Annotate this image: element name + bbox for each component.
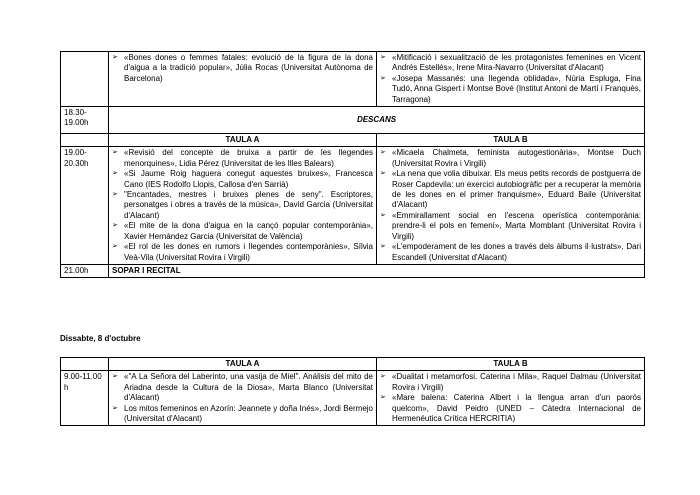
list-item: [112, 221, 373, 242]
list-item: [380, 74, 641, 105]
session-row: [61, 52, 645, 107]
time-cell: 19.00-20.30h: [61, 147, 109, 264]
program-table-friday: [60, 51, 645, 278]
header-row: [61, 358, 645, 371]
time-cell: [61, 358, 109, 371]
time-cell: [61, 52, 109, 107]
talk-entry: «Josepa Massanés: una llegenda oblidada», Núria Espluga, Fina Tudó, Anna Gispert i Montse Bové (Institut Antoni de Martí i Franquès, Tarragona): [392, 73, 641, 104]
arrow-bullet-icon: ➢: [380, 54, 386, 61]
talk-entry: «Mare balena: Caterina Albert i la llengua arran d'un paorós quelcom», David Peidro (UNED – Càtedra Internacional de Hermenéutica Crítica HERCRITIA): [392, 393, 641, 424]
list-item: [380, 242, 641, 263]
list-item: [380, 53, 641, 74]
talk-entry: «El mite de la dona d'aigua en la cançó popular contemporània», Xavier Hernández Garcia (Universitat de València): [124, 221, 373, 241]
talk-entry: «Mitificació i sexualització de les protagonistes femenines en Vicent Andrés Estellés», Irene Mira-Navarro (Universitat d'Alacant): [392, 53, 641, 73]
arrow-bullet-icon: ➢: [112, 170, 118, 178]
list-item: [380, 148, 641, 169]
talk-entry: «Emmirallament social en l'escena operística contemporània: prendre-li el pols en femení», Marta Momblant (Universitat Rovira i Virgili): [392, 210, 641, 241]
taula-a-cell: [109, 52, 377, 107]
talk-entry: «Micaela Chalmeta, feminista autogestionària», Montse Duch (Universitat Rovira i Virgili): [392, 148, 641, 168]
arrow-bullet-icon: ➢: [380, 74, 386, 82]
list-item: [112, 190, 373, 221]
talk-entry: «Dualitat i metamorfosi. Caterina i Mila», Raquel Dalmau (Universitat Rovira i Virgili): [392, 372, 641, 392]
taula-b-header: TAULA B: [377, 134, 645, 147]
dinner-label: SOPAR I RECITAL: [109, 264, 645, 277]
arrow-bullet-icon: ➢: [112, 149, 118, 157]
talk-entry: «"A La Señora del Laberinto, una vasija de Miel". Análisis del mito de Ariadna desde la Cultura de la Diosa», Marta Blanco (Universitat d'Alacant): [124, 372, 373, 403]
time-cell: 21.00h: [61, 264, 109, 277]
arrow-bullet-icon: ➢: [112, 373, 118, 381]
taula-b-header: TAULA B: [377, 358, 645, 371]
session-row: [61, 371, 645, 426]
list-item: [112, 169, 373, 190]
taula-b-cell: [377, 371, 645, 426]
list-item: [112, 372, 373, 403]
talk-entry: «Revisió del concepte de bruixa a partir de les llegendes menorquines», Lidia Pérez (Universitat de les Illes Balears): [124, 148, 373, 168]
taula-a-header: TAULA A: [109, 134, 377, 147]
list-item: [380, 393, 641, 424]
program-table-saturday: [60, 357, 645, 426]
taula-b-cell: [377, 147, 645, 264]
talk-entry: «La nena que volia dibuixar. Els meus petits records de postguerra de Roser Capdevila: un exercici autobiogràfic per a recuperar la memòria de les dones en el primer franquisme», Eduard Baile (Universitat d'Alacant): [392, 169, 641, 210]
list-item: [380, 169, 641, 211]
date-heading: Dissabte, 8 d'octubre: [60, 334, 141, 343]
arrow-bullet-icon: ➢: [112, 54, 118, 61]
taula-b-cell: [377, 52, 645, 107]
time-cell: 18.30-19.00h: [61, 107, 109, 134]
time-cell: [61, 134, 109, 147]
taula-a-cell: [109, 371, 377, 426]
list-item: [112, 404, 373, 425]
talk-entry: «Bones dones o femmes fatales: evolució de la figura de la dona d'aigua a la tradició popular», Júlia Rocas (Universitat Autònoma de Barcelona): [124, 53, 373, 83]
arrow-bullet-icon: ➢: [112, 243, 118, 251]
arrow-bullet-icon: ➢: [380, 170, 386, 178]
arrow-bullet-icon: ➢: [380, 211, 386, 219]
talk-entry: «Si Jaume Roig haguera conegut aquestes bruixes», Francesca Cano (IES Rodolfo Llopis, Callosa d'en Sarrià): [124, 169, 373, 189]
talk-entry: "Encantades, mestres i bruixes plenes de seny". Escriptores, personatges i obres a través de la música», David Garcia (Universitat d'Alacant): [124, 190, 373, 220]
taula-a-header: TAULA A: [109, 358, 377, 371]
list-item: [112, 53, 373, 84]
break-label: DESCANS: [109, 107, 645, 134]
arrow-bullet-icon: ➢: [112, 191, 118, 199]
list-item: [112, 242, 373, 263]
header-row: [61, 134, 645, 147]
arrow-bullet-icon: ➢: [380, 394, 386, 402]
session-row: [61, 147, 645, 264]
talk-entry: «L'empoderament de les dones a través dels àlbums il·lustrats», Dari Escandell (Universitat d'Alacant): [392, 242, 641, 262]
break-row: [61, 107, 645, 134]
list-item: [112, 148, 373, 169]
arrow-bullet-icon: ➢: [380, 373, 386, 381]
arrow-bullet-icon: ➢: [112, 222, 118, 230]
list-item: [380, 372, 641, 393]
time-cell: 9.00-11.00 h: [61, 371, 109, 426]
arrow-bullet-icon: ➢: [112, 404, 118, 412]
dinner-row: [61, 264, 645, 277]
list-item: [380, 211, 641, 242]
talk-entry: Los mitos femeninos en Azorín: Jeannete y doña Inés», Jordi Bermejo (Universitat d'Alacant): [124, 403, 373, 424]
taula-a-cell: [109, 147, 377, 264]
arrow-bullet-icon: ➢: [380, 149, 386, 157]
talk-entry: «El rol de les dones en rumors i llegendes contemporànies», Sílvia Veà-Vila (Universitat Rovira i Virgili): [124, 242, 373, 262]
arrow-bullet-icon: ➢: [380, 243, 386, 251]
